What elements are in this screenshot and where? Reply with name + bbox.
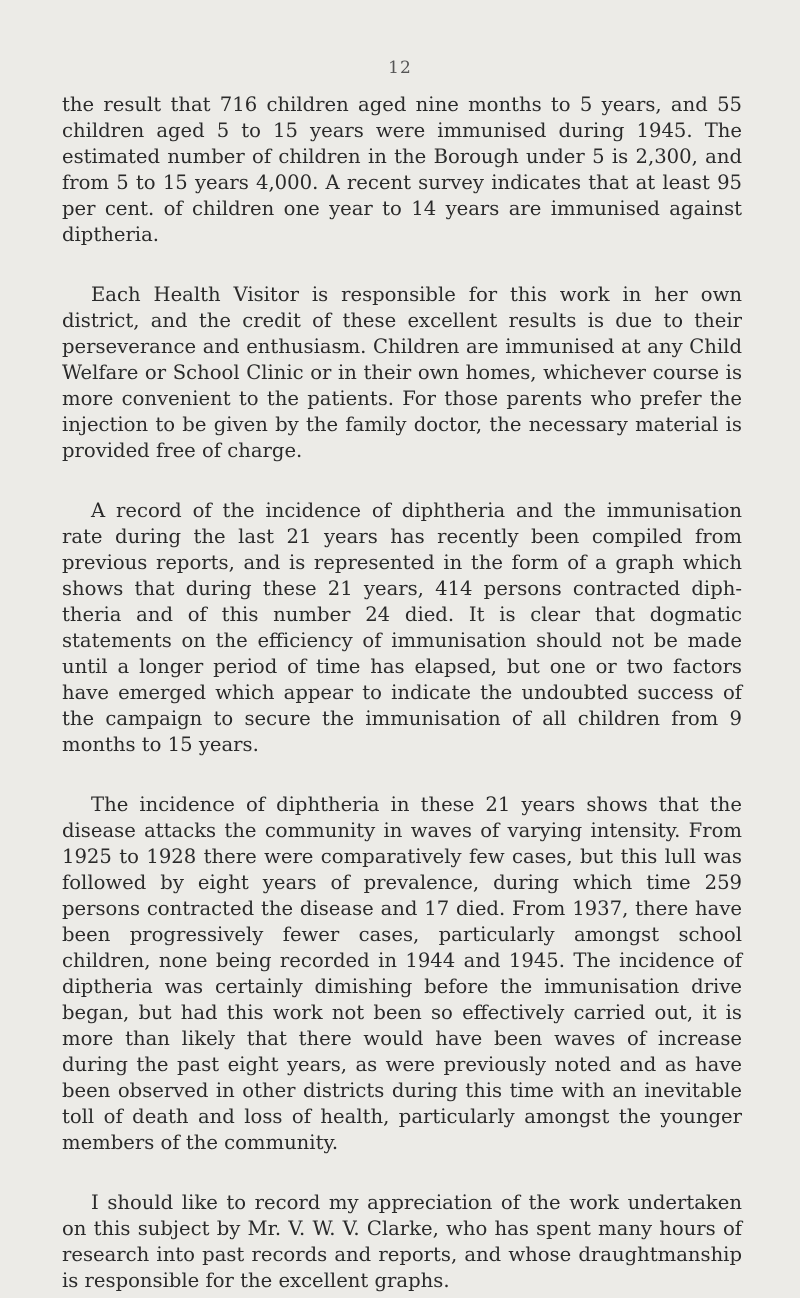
page-number: 12 (388, 58, 412, 78)
paragraph-acknowledgement: I should like to record my appreciation of the work undertaken on this subject by Mr. V. W. V. Clarke, who has spent many hours of research into past records and reports, and whose draughtmanship is responsible for the excellent graphs. (62, 1191, 742, 1292)
paragraph-incidence-waves: The incidence of diphtheria in these 21 years shows that the disease attacks the community in waves of varying intensity. From 1925 to 1928 there were comparatively few cases, but this lull was followed by eight years of prevalence, during which time 259 persons contracted the disease and 17 died. From 1937, there have been progressively fewer cases, particularly amongst school children, none being recorded in 1944 and 1945. The incidence of diptheria was certainly dimishing before the immunisation drive began, but had this work not been so effectively carried out, it is more than likely that there would have been waves of increase during the past eight years, as were previously noted and as have been observed in other districts during this time with an inevitable toll of death and loss of health, particularly amongst the younger members of the community. (62, 793, 742, 1154)
paragraph-immunisation-figures: the result that 716 children aged nine months to 5 years, and 55 children aged 5 to 15 years were immunised during 1945. The estimated number of children in the Borough under 5 is 2,300, and from 5 to 15 years 4,000. A recent survey indicates that at least 95 per cent. of children one year to 14 years are immunised against diptheria. (62, 93, 742, 246)
paragraph-health-visitors: Each Health Visitor is responsible for this work in her own district, and the credit of these excellent results is due to their perseverance and enthusiasm. Children are immunised at any Child Welfare or School Clinic or in their own homes, whichever course is more convenient to the patients. For those parents who prefer the injection to be given by the family doctor, the necessary material is provided free of charge. (62, 283, 742, 462)
document-body (62, 92, 742, 1294)
paragraph-incidence-record: A record of the incidence of diphtheria and the immunisation rate during the last 21 years has recently been compiled from previous reports, and is represented in the form of a graph which shows that during these 21 years, 414 persons contracted diphtheria and of this number 24 died. It is clear that dogmatic statements on the efficiency of immunisation should not be made until a longer period of time has elapsed, but one or two factors have emerged which appear to indicate the undoubted success of the campaign to secure the immunisation of all children from 9 months to 15 years. (62, 499, 742, 756)
